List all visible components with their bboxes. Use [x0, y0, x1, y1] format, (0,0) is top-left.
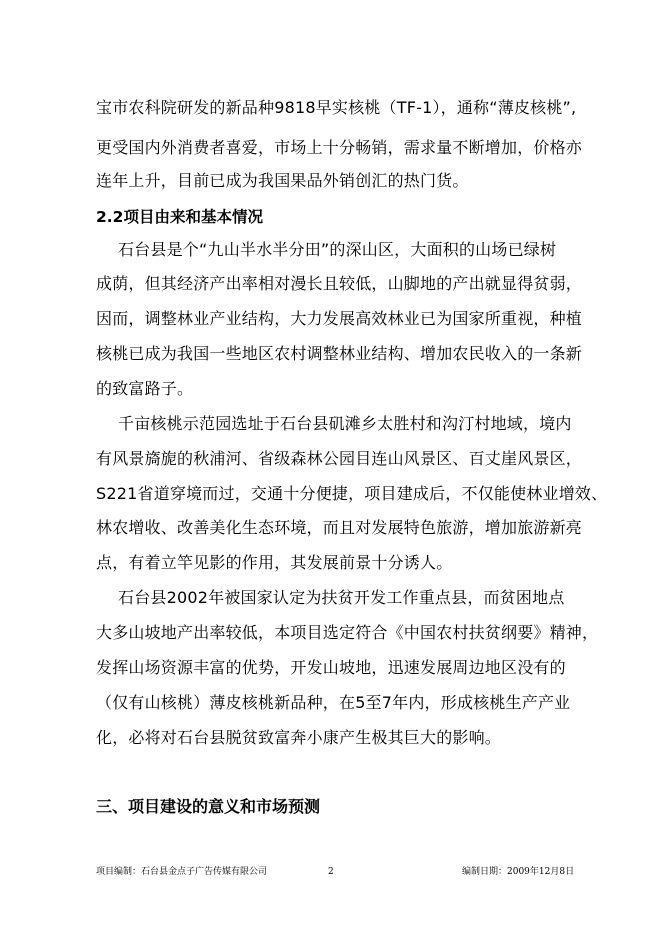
paragraph-1-line-4: 核桃已成为我国一些地区农村调整林业结构、增加农民收入的一条新 [96, 344, 583, 363]
intro-line-2: 更受国内外消费者喜爱，市场上十分畅销，需求量不断增加，价格亦 [96, 138, 583, 157]
paragraph-3-line-4: （仅有山核桃）薄皮核桃新品种，在5至7年内，形成核桃生产产业 [96, 693, 571, 712]
paragraph-2-line-1: 千亩核桃示范园选址于石台县矶滩乡太胜村和沟汀村地域，境内 [118, 414, 572, 433]
paragraph-2-line-2: 有风景旖旎的秋浦河、省级森林公园目连山风景区、百丈崖风景区， [96, 449, 583, 468]
paragraph-3-line-3: 发挥山场资源丰富的优势，开发山坡地，迅速发展周边地区没有的 [96, 658, 566, 677]
paragraph-3-line-5: 化，必将对石台县脱贫致富奔小康产生极其巨大的影响。 [96, 728, 502, 747]
footer-date: 编制日期：2009年12月8日 [462, 867, 575, 877]
paragraph-1-line-1: 石台县是个“九山半水半分田”的深山区，大面积的山场已绿树 [118, 240, 557, 259]
paragraph-2-line-5: 点，有着立竿见影的作用，其发展前景十分诱人。 [96, 553, 453, 572]
paragraph-2-line-3: S221省道穿境而过，交通十分便捷，项目建成后，不仅能使林业增效、 [96, 484, 608, 503]
intro-line-1: 宝市农科院研发的新品种9818早实核桃（TF-1），通称“薄皮核桃”, [96, 98, 577, 117]
paragraph-2-line-4: 林农增收、改善美化生态环境，而且对发展特色旅游，增加旅游新亮 [96, 518, 583, 537]
page-number: 2 [328, 867, 334, 877]
paragraph-1-line-5: 的致富路子。 [96, 379, 194, 398]
footer-organization: 项目编制：石台县金点子广告传媒有限公司 [96, 867, 268, 877]
intro-line-3: 连年上升，目前已成为我国果品外销创汇的热门货。 [96, 171, 469, 190]
paragraph-3-line-1: 石台县2002年被国家认定为扶贫开发工作重点县，而贫困地点 [118, 588, 565, 607]
section-2-2-heading: 2.2项目由来和基本情况 [96, 208, 263, 226]
chapter-3-heading: 三、项目建设的意义和市场预测 [96, 797, 321, 816]
paragraph-1-line-2: 成荫，但其经济产出率相对漫长且较低，山脚地的产出就显得贫弱， [96, 274, 583, 293]
paragraph-3-line-2: 大多山坡地产出率较低，本项目选定符合《中国农村扶贫纲要》精神， [96, 623, 599, 642]
paragraph-1-line-3: 因而，调整林业产业结构，大力发展高效林业已为国家所重视，种植 [96, 309, 583, 328]
